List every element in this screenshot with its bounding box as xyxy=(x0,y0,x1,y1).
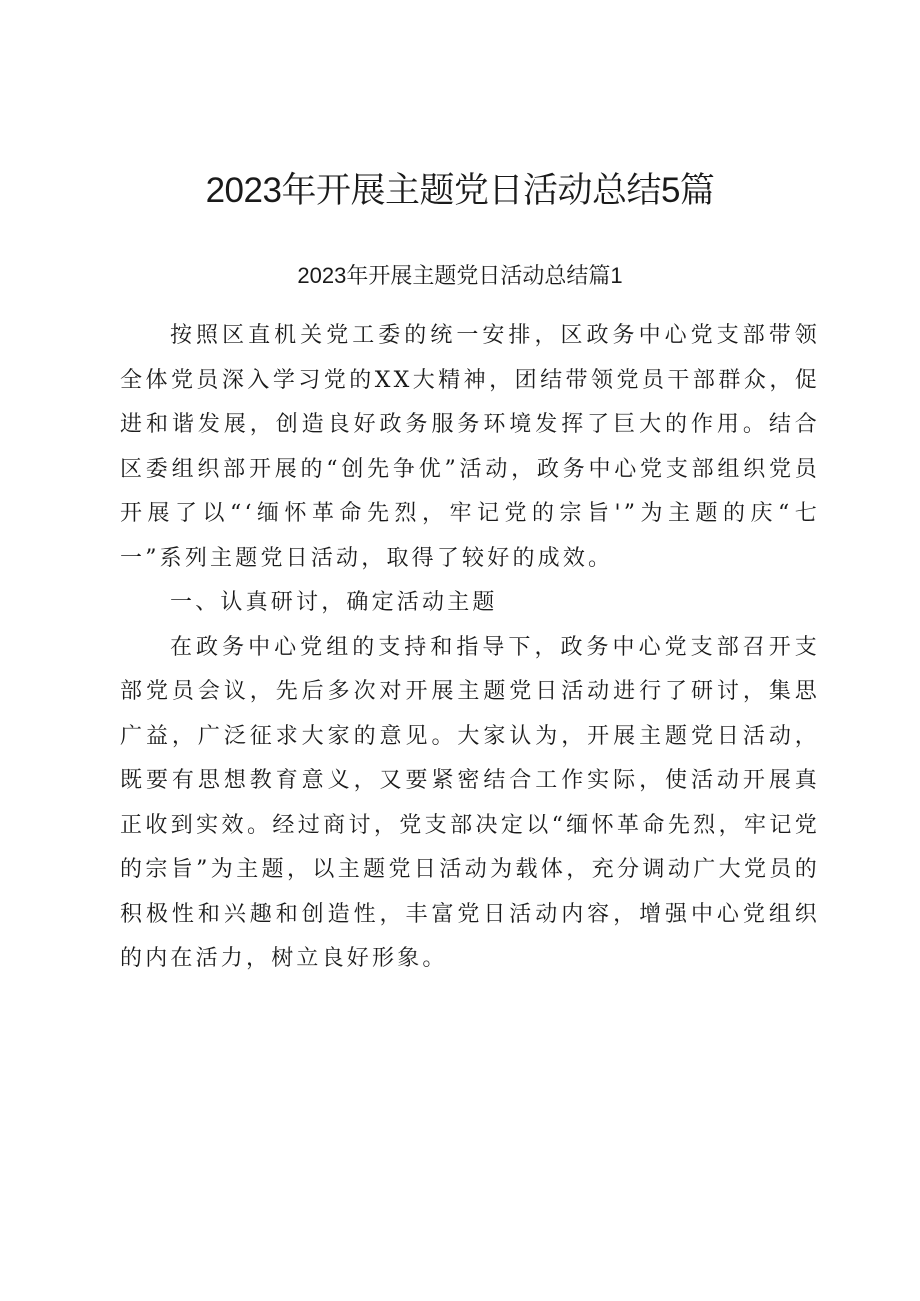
section-title: 2023年开展主题党日活动总结篇1 xyxy=(297,263,623,288)
heading-section-one: 一、认真研讨，确定活动主题 xyxy=(170,590,498,615)
document-title: 2023年开展主题党日活动总结5篇 xyxy=(205,171,715,210)
paragraph-section-one: 在政务中心党组的支持和指导下，政务中心党支部召开支部党员会议，先后多次对开展主题党日活动进行了研讨，集思广益，广泛征求大家的意见。大家认为，开展主题党日活动，既要有思想教育意义，又要紧密结合工作实际，使活动开展真正收到实效。经过商讨，党支部决定以“缅怀革命先烈，牢记党的宗旨”为主题，以主题党日活动为载体，充分调动广大党员的积极性和兴趣和创造性，丰富党日活动内容，增强中心党组织的内在活力，树立良好形象。 xyxy=(120,634,820,971)
document-body xyxy=(120,314,820,982)
paragraph-intro: 按照区直机关党工委的统一安排，区政务中心党支部带领全体党员深入学习党的XX大精神，团结带领党员干部群众，促进和谐发展，创造良好政务服务环境发挥了巨大的作用。结合区委组织部开展的“创先争优”活动，政务中心党支部组织党员开展了以“‘缅怀革命先烈，牢记党的宗旨'”为主题的庆“七一”系列主题党日活动，取得了较好的成效。 xyxy=(120,323,820,571)
